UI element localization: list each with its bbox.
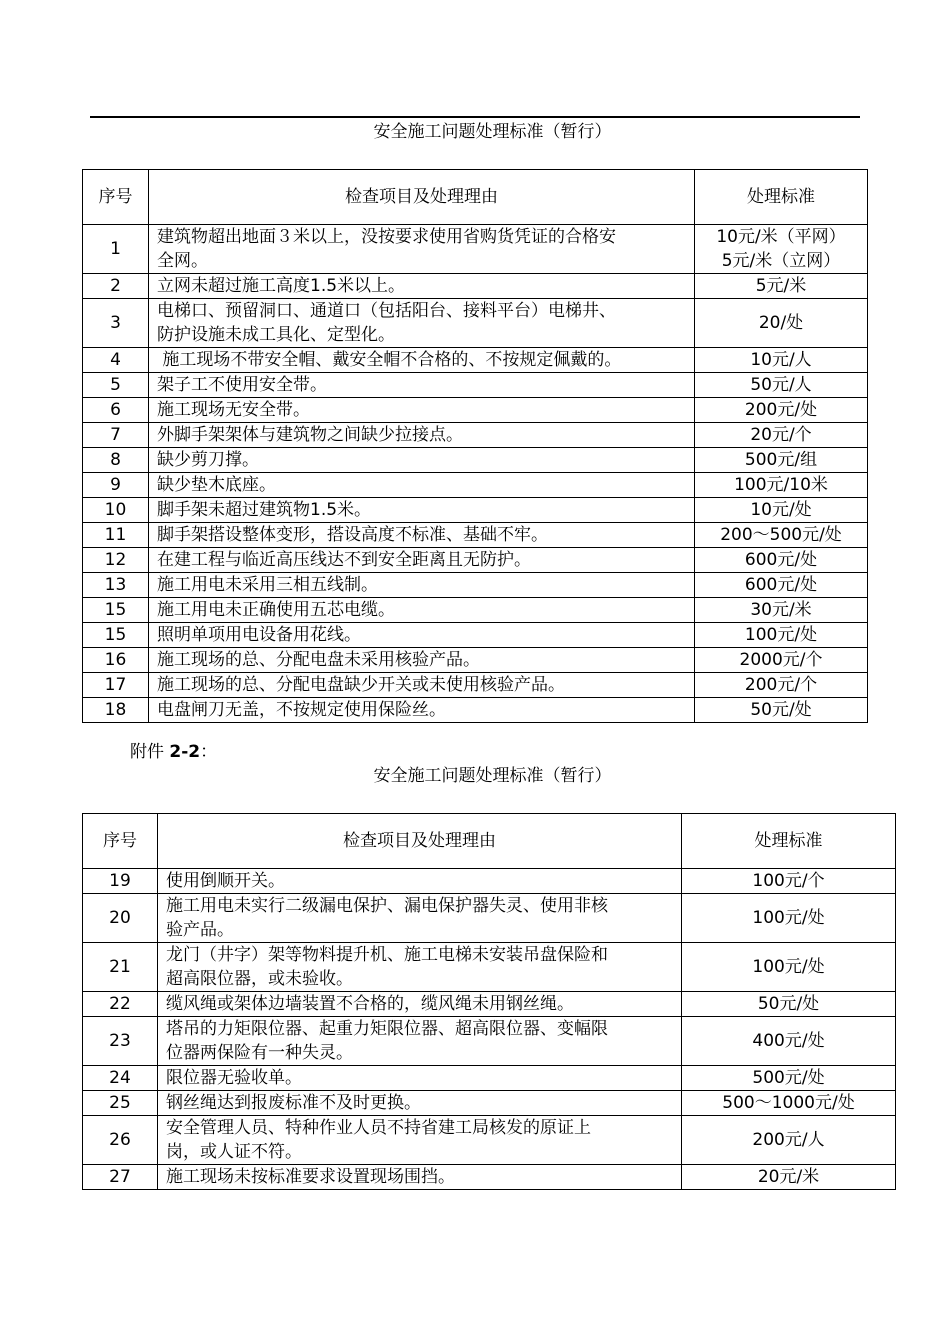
standard-line: 100元/处	[752, 957, 825, 977]
row-standard	[682, 1116, 896, 1165]
header-std: 处理标准	[695, 170, 868, 225]
item-line: 防护设施未成工具化、定型化。	[157, 325, 395, 345]
table-row	[83, 299, 868, 348]
item-line: 限位器无验收单。	[166, 1068, 302, 1088]
row-number: 12	[83, 548, 149, 573]
row-number: 18	[83, 698, 149, 723]
row-item	[158, 1017, 682, 1066]
row-standard	[695, 225, 868, 274]
row-item	[149, 348, 695, 373]
standard-line: 100元/个	[752, 871, 825, 891]
row-standard	[695, 523, 868, 548]
row-standard	[695, 274, 868, 299]
table2-body	[83, 814, 896, 1190]
table-row	[83, 373, 868, 398]
row-item	[158, 869, 682, 894]
header-no: 序号	[83, 170, 149, 225]
row-number: 6	[83, 398, 149, 423]
table-row	[83, 448, 868, 473]
standard-line: 10元/人	[750, 350, 812, 370]
row-number: 26	[83, 1116, 158, 1165]
row-number: 15	[83, 598, 149, 623]
item-line: 使用倒顺开关。	[166, 871, 285, 891]
row-number: 16	[83, 648, 149, 673]
table-row	[83, 274, 868, 299]
table-row	[83, 1017, 896, 1066]
row-item	[149, 448, 695, 473]
item-line: 施工用电未采用三相五线制。	[157, 575, 378, 595]
table-row	[83, 498, 868, 523]
item-line: 钢丝绳达到报废标准不及时更换。	[166, 1093, 421, 1113]
row-item	[149, 225, 695, 274]
row-standard	[682, 869, 896, 894]
row-number: 3	[83, 299, 149, 348]
item-line: 施工用电未正确使用五芯电缆。	[157, 600, 395, 620]
item-line: 施工现场未按标准要求设置现场围挡。	[166, 1167, 455, 1187]
standard-line: 2000元/个	[739, 650, 823, 670]
table-row	[83, 698, 868, 723]
standard-line: 10元/米（平网）	[716, 227, 846, 247]
item-line: 塔吊的力矩限位器、起重力矩限位器、超高限位器、变幅限	[166, 1019, 608, 1039]
table-row	[83, 1116, 896, 1165]
table-row	[83, 225, 868, 274]
row-standard	[682, 1165, 896, 1190]
row-item	[149, 473, 695, 498]
standard-line: 600元/处	[744, 575, 818, 595]
item-line: 全网。	[157, 251, 208, 271]
row-number: 15	[83, 623, 149, 648]
row-standard	[695, 673, 868, 698]
row-item	[158, 1116, 682, 1165]
table-row	[83, 598, 868, 623]
table-row	[83, 648, 868, 673]
table-row	[83, 1091, 896, 1116]
row-item	[149, 373, 695, 398]
item-line: 缆风绳或架体边墙装置不合格的，缆风绳未用钢丝绳。	[166, 994, 574, 1014]
row-standard	[695, 698, 868, 723]
table-row	[83, 573, 868, 598]
item-line: 建筑物超出地面３米以上，没按要求使用省购货凭证的合格安	[157, 227, 616, 247]
row-standard	[695, 648, 868, 673]
standard-line: 50元/处	[750, 700, 812, 720]
row-standard	[695, 623, 868, 648]
row-item	[149, 698, 695, 723]
row-number: 13	[83, 573, 149, 598]
table-row	[83, 623, 868, 648]
row-item	[158, 1091, 682, 1116]
attachment-code: 2-2	[169, 742, 201, 762]
row-number: 4	[83, 348, 149, 373]
row-item	[149, 523, 695, 548]
table-row	[83, 992, 896, 1017]
row-standard	[695, 598, 868, 623]
row-standard	[695, 398, 868, 423]
standard-line: 500～1000元/处	[722, 1093, 855, 1113]
row-standard	[695, 373, 868, 398]
row-number: 9	[83, 473, 149, 498]
attachment-prefix: 附件	[130, 742, 170, 762]
row-standard	[695, 473, 868, 498]
row-item	[149, 673, 695, 698]
row-standard	[682, 894, 896, 943]
standard-line: 400元/处	[752, 1031, 825, 1051]
standard-line: 100元/10米	[734, 475, 828, 495]
table-row	[83, 548, 868, 573]
row-number: 11	[83, 523, 149, 548]
standard-line: 100元/处	[744, 625, 818, 645]
item-line: 在建工程与临近高压线达不到安全距离且无防护。	[157, 550, 531, 570]
standard-line: 10元/处	[750, 500, 812, 520]
item-line: 缺少垫木底座。	[157, 475, 276, 495]
row-item	[158, 1165, 682, 1190]
row-number: 25	[83, 1091, 158, 1116]
table-row	[83, 523, 868, 548]
item-line: 安全管理人员、特种作业人员不持省建工局核发的原证上	[166, 1118, 591, 1138]
row-item	[149, 498, 695, 523]
row-number: 2	[83, 274, 149, 299]
standard-line: 500元/处	[752, 1068, 825, 1088]
standard-line: 20元/米	[757, 1167, 820, 1187]
standard-line: 5元/米（立网）	[721, 251, 841, 271]
header-item: 检查项目及处理理由	[158, 814, 682, 869]
item-line: 位器两保险有一种失灵。	[166, 1043, 353, 1063]
item-line: 缺少剪刀撑。	[157, 450, 259, 470]
table-row	[83, 348, 868, 373]
row-standard	[695, 348, 868, 373]
standard-line: 20元/个	[750, 425, 812, 445]
row-standard	[682, 1017, 896, 1066]
table-row	[83, 894, 896, 943]
row-standard	[695, 299, 868, 348]
table1-body	[83, 170, 868, 723]
standard-line: 20/处	[758, 313, 804, 333]
table1-title: 安全施工问题处理标准（暂行）	[373, 122, 612, 142]
header-item: 检查项目及处理理由	[149, 170, 695, 225]
row-standard	[695, 548, 868, 573]
item-line: 施工现场无安全带。	[157, 400, 310, 420]
table-row	[83, 1066, 896, 1091]
item-line: 照明单项用电设备用花线。	[157, 625, 361, 645]
attachment-label	[130, 740, 217, 764]
item-line: 架子工不使用安全带。	[157, 375, 327, 395]
standard-line: 200元/处	[744, 400, 818, 420]
header-no: 序号	[83, 814, 158, 869]
item-line: 施工现场不带安全帽、戴安全帽不合格的、不按规定佩戴的。	[157, 350, 622, 370]
penalty-table-1	[82, 169, 868, 723]
standard-line: 50元/处	[757, 994, 820, 1014]
row-item	[158, 1066, 682, 1091]
row-item	[149, 598, 695, 623]
top-rule	[90, 116, 860, 118]
row-standard	[682, 943, 896, 992]
row-standard	[695, 498, 868, 523]
row-item	[158, 992, 682, 1017]
table-row	[83, 673, 868, 698]
standard-line: 100元/处	[752, 908, 825, 928]
row-item	[149, 548, 695, 573]
table-row	[83, 423, 868, 448]
row-item	[149, 274, 695, 299]
standard-line: 200元/人	[752, 1130, 825, 1150]
row-number: 21	[83, 943, 158, 992]
row-number: 10	[83, 498, 149, 523]
row-item	[149, 299, 695, 348]
item-line: 脚手架搭设整体变形，搭设高度不标准、基础不牢。	[157, 525, 548, 545]
standard-line: 600元/处	[744, 550, 818, 570]
row-number: 27	[83, 1165, 158, 1190]
row-number: 5	[83, 373, 149, 398]
row-standard	[682, 1091, 896, 1116]
table-row	[83, 473, 868, 498]
item-line: 龙门（井字）架等物料提升机、施工电梯未安装吊盘保险和	[166, 945, 608, 965]
item-line: 验产品。	[166, 920, 234, 940]
item-line: 施工用电未实行二级漏电保护、漏电保护器失灵、使用非核	[166, 896, 608, 916]
row-standard	[695, 423, 868, 448]
row-number: 8	[83, 448, 149, 473]
row-item	[149, 398, 695, 423]
row-standard	[695, 448, 868, 473]
row-number: 22	[83, 992, 158, 1017]
row-number: 1	[83, 225, 149, 274]
standard-line: 50元/人	[750, 375, 812, 395]
item-line: 施工现场的总、分配电盘缺少开关或未使用核验产品。	[157, 675, 565, 695]
row-standard	[682, 992, 896, 1017]
row-number: 20	[83, 894, 158, 943]
penalty-table-2	[82, 813, 896, 1190]
row-number: 24	[83, 1066, 158, 1091]
table-row	[83, 398, 868, 423]
item-line: 电盘闸刀无盖，不按规定使用保险丝。	[157, 700, 446, 720]
row-standard	[682, 1066, 896, 1091]
row-item	[149, 623, 695, 648]
item-line: 岗，或人证不符。	[166, 1142, 302, 1162]
item-line: 施工现场的总、分配电盘未采用核验产品。	[157, 650, 480, 670]
standard-line: 200元/个	[744, 675, 818, 695]
table2-title: 安全施工问题处理标准（暂行）	[373, 766, 612, 786]
row-item	[149, 423, 695, 448]
item-line: 电梯口、预留洞口、通道口（包括阳台、接料平台）电梯井、	[157, 301, 616, 321]
row-number: 19	[83, 869, 158, 894]
table-row	[83, 1165, 896, 1190]
attachment-suffix: ：	[200, 742, 218, 762]
row-item	[149, 648, 695, 673]
table-row	[83, 943, 896, 992]
item-line: 脚手架未超过建筑物1.5米。	[157, 500, 372, 520]
row-standard	[695, 573, 868, 598]
standard-line: 500元/组	[744, 450, 818, 470]
item-line: 超高限位器，或未验收。	[166, 969, 353, 989]
standard-line: 5元/米	[755, 276, 807, 296]
header-std: 处理标准	[682, 814, 896, 869]
table2-header-row	[83, 814, 896, 869]
row-number: 7	[83, 423, 149, 448]
standard-line: 200～500元/处	[720, 525, 842, 545]
row-item	[158, 894, 682, 943]
table-row	[83, 869, 896, 894]
row-item	[149, 573, 695, 598]
table1-header-row	[83, 170, 868, 225]
item-line: 外脚手架架体与建筑物之间缺少拉接点。	[157, 425, 463, 445]
item-line: 立网未超过施工高度1.5米以上。	[157, 276, 406, 296]
row-number: 23	[83, 1017, 158, 1066]
row-item	[158, 943, 682, 992]
standard-line: 30元/米	[750, 600, 812, 620]
row-number: 17	[83, 673, 149, 698]
